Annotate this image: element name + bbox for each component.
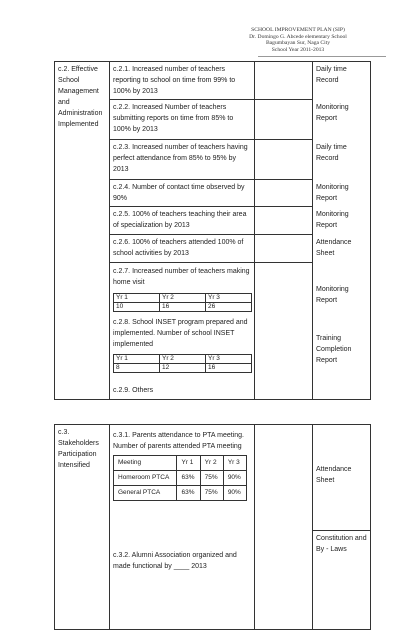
item-c26: c.2.6. 100% of teachers attended 100% of school activities by 2013 xyxy=(113,239,244,257)
mov-c28: Training Completion Report xyxy=(316,335,352,364)
column-divider xyxy=(312,424,313,630)
table-row xyxy=(114,364,252,373)
row-divider xyxy=(312,530,371,531)
mov-c23: Daily time Record xyxy=(316,144,347,162)
year-header: Yr 1 xyxy=(114,355,160,364)
item-c21: c.2.1. Increased number of teachers reporting to school on time from 99% to 100% by 2013 xyxy=(113,66,236,95)
mov-c24: Monitoring Report xyxy=(316,184,349,202)
item-c31: c.3.1. Parents attendance to PTA meeting. Number of parents attended PTA meeting xyxy=(113,432,245,450)
year-header: Yr 1 xyxy=(114,294,160,303)
header-school-year: School Year 2011-2013 xyxy=(271,46,325,53)
meeting-label: General PTCA xyxy=(114,486,177,501)
percent-value: 90% xyxy=(223,486,246,501)
column-header: Yr 1 xyxy=(177,456,200,471)
year-value: 10 xyxy=(114,303,160,312)
percent-value: 75% xyxy=(200,471,223,486)
area-c2: c.2. Effective School Management and Administration Implemented xyxy=(58,66,103,128)
column-divider xyxy=(254,61,255,400)
column-header: Yr 3 xyxy=(223,456,246,471)
year-value: 8 xyxy=(114,364,160,373)
year-header: Yr 3 xyxy=(206,355,252,364)
mov-c21: Daily time Record xyxy=(316,66,347,84)
year-value: 16 xyxy=(206,364,252,373)
column-divider xyxy=(312,61,313,400)
table-row xyxy=(114,355,252,364)
item-c29: c.2.9. Others xyxy=(113,387,154,394)
header-rule xyxy=(258,56,386,57)
row-divider xyxy=(109,206,312,207)
row-divider xyxy=(109,139,312,140)
table-row xyxy=(114,294,252,303)
column-header: Yr 2 xyxy=(200,456,223,471)
year-header: Yr 2 xyxy=(160,355,206,364)
year-value: 16 xyxy=(160,303,206,312)
column-divider xyxy=(109,424,110,630)
percent-value: 63% xyxy=(177,486,200,501)
item-c24: c.2.4. Number of contact time observed by 90% xyxy=(113,184,245,202)
table-row xyxy=(114,456,247,471)
column-divider xyxy=(109,61,110,400)
column-header: Meeting xyxy=(114,456,177,471)
percent-value: 75% xyxy=(200,486,223,501)
row-divider xyxy=(109,99,312,100)
row-divider xyxy=(109,262,312,263)
document-header xyxy=(208,27,388,53)
meeting-label: Homeroom PTCA xyxy=(114,471,177,486)
column-divider xyxy=(254,424,255,630)
percent-value: 63% xyxy=(177,471,200,486)
mov-c27: Monitoring Report xyxy=(316,286,349,304)
table-row xyxy=(114,486,247,501)
mov-c22: Monitoring Report xyxy=(316,104,349,122)
item-c22: c.2.2. Increased Number of teachers submitting reports on time from 85% to 100% by 2013 xyxy=(113,104,234,133)
item-c23: c.2.3. Increased number of teachers having perfect attendance from 85% to 95% by 2013 xyxy=(113,144,248,173)
mov-c32: Constitution and By - Laws xyxy=(316,535,367,553)
table-row xyxy=(114,303,252,312)
percent-value: 90% xyxy=(223,471,246,486)
item-c27: c.2.7. Increased number of teachers making home visit xyxy=(113,268,250,286)
mov-c26: Attendance Sheet xyxy=(316,239,352,257)
row-divider xyxy=(109,179,312,180)
pta-attendance-table xyxy=(113,455,247,501)
item-c28: c.2.8. School INSET program prepared and implemented. Number of school INSET implemented xyxy=(113,319,248,348)
year-header: Yr 2 xyxy=(160,294,206,303)
header-school: Dr. Domingo G. Abcede elementary School xyxy=(249,33,347,40)
year-value: 26 xyxy=(206,303,252,312)
area-c3: c.3. Stakeholders Participation Intensified xyxy=(58,429,99,469)
table-row xyxy=(114,471,247,486)
item-c32: c.3.2. Alumni Association organized and made functional by ____ 2013 xyxy=(113,552,237,570)
mov-c25: Monitoring Report xyxy=(316,211,349,229)
item-c25: c.2.5. 100% of teachers teaching their area of specialization by 2013 xyxy=(113,211,247,229)
header-address: Bagumbayan Sur, Naga City xyxy=(265,40,331,47)
inset-table xyxy=(113,354,252,373)
row-divider xyxy=(109,234,312,235)
home-visit-table xyxy=(113,293,252,312)
year-header: Yr 3 xyxy=(206,294,252,303)
header-title: SCHOOL IMPROVEMENT PLAN (SIP) xyxy=(251,27,345,33)
year-value: 12 xyxy=(160,364,206,373)
mov-c31: Attendance Sheet xyxy=(316,466,352,484)
